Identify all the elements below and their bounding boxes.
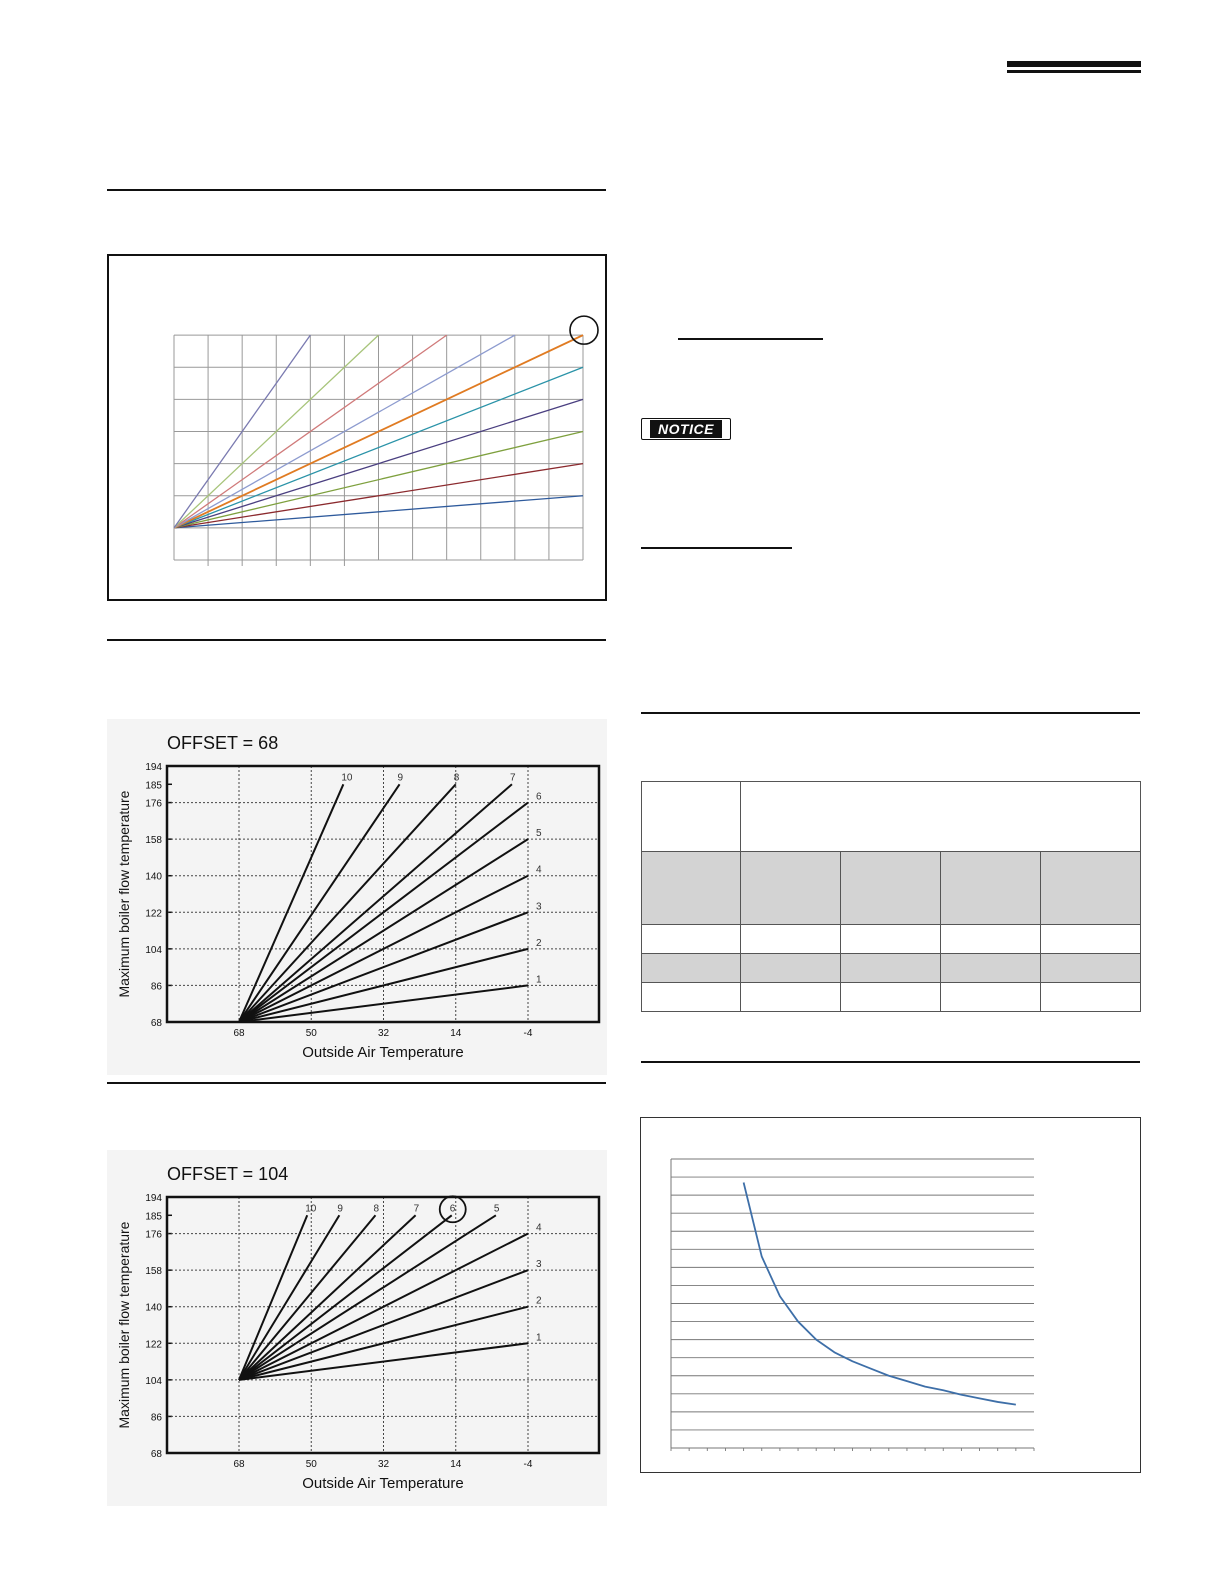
curve-label: 9 (397, 772, 404, 784)
table-cell (741, 925, 841, 954)
table-row (642, 954, 1141, 983)
curve-label: 10 (341, 772, 353, 784)
curve-line-8 (239, 1215, 375, 1380)
y-tick-label: 158 (145, 835, 162, 847)
table-row (642, 925, 1141, 954)
curve-label: 10 (305, 1203, 317, 1215)
y-tick-label: 68 (150, 1449, 162, 1460)
x-tick-label: 14 (450, 1459, 462, 1470)
underline-link-2 (641, 547, 792, 549)
x-tick-label: -4 (523, 1028, 533, 1039)
curve-line-7 (239, 1215, 416, 1380)
x-tick-label: 32 (377, 1459, 390, 1470)
heating-curves-figure (107, 254, 607, 601)
curve-label: 9 (337, 1203, 343, 1215)
table-cell (642, 925, 741, 954)
table-cell (642, 954, 741, 983)
curve-line-3 (239, 912, 528, 1022)
x-tick-label: 68 (233, 1459, 245, 1470)
x-tick-label: -4 (523, 1459, 533, 1470)
x-tick-label: 50 (305, 1459, 317, 1470)
highlight-circle (570, 316, 598, 344)
table-row (642, 782, 1141, 852)
offset-104-figure (107, 1150, 607, 1506)
offset-68-figure (107, 719, 607, 1075)
table-cell (741, 983, 841, 1012)
table-cell (941, 925, 1041, 954)
y-tick-label: 194 (145, 762, 162, 773)
x-tick-label: 32 (377, 1028, 390, 1039)
y-tick-label: 140 (145, 1302, 162, 1314)
table-row (642, 852, 1141, 925)
y-tick-label: 104 (145, 1375, 162, 1387)
curve-label: 1 (536, 974, 542, 986)
section-rule-offset-68 (107, 639, 606, 641)
y-tick-label: 185 (145, 1211, 162, 1223)
y-tick-label: 86 (150, 981, 162, 993)
table-cell (941, 954, 1041, 983)
table-cell (642, 782, 741, 852)
section-rule-curve-graph (641, 1061, 1140, 1063)
x-tick-label: 68 (233, 1028, 245, 1039)
table-row (642, 983, 1141, 1012)
table-cell (941, 983, 1041, 1012)
y-tick-label: 176 (145, 798, 162, 810)
table-cell (841, 954, 941, 983)
chart-title: OFFSET = 68 (167, 733, 279, 753)
x-tick-label: 14 (450, 1028, 462, 1039)
notice-badge (641, 418, 731, 440)
curve-label: 5 (493, 1203, 500, 1215)
curve-label: 1 (536, 1332, 542, 1344)
heating-curves-chart (109, 256, 605, 599)
curve-label: 5 (536, 828, 542, 840)
table-cell (1041, 983, 1141, 1012)
y-tick-label: 68 (150, 1018, 162, 1029)
curve-line (744, 1182, 1016, 1404)
curve-label: 3 (536, 1259, 542, 1271)
table-cell (841, 852, 941, 925)
y-tick-label: 122 (145, 1339, 162, 1351)
chart-title: OFFSET = 104 (167, 1164, 289, 1184)
offset-104-chart (107, 1150, 607, 1506)
curve-label: 4 (536, 864, 542, 876)
header-rule-thin (1007, 70, 1141, 73)
table-cell (642, 852, 741, 925)
curve-label: 7 (413, 1203, 420, 1215)
y-axis-label: Maximum boiler flow temperature (116, 790, 132, 998)
curve-label: 8 (373, 1203, 380, 1215)
y-tick-label: 185 (145, 780, 162, 792)
table-cell (841, 925, 941, 954)
curve-label: 7 (509, 772, 516, 784)
notice-label: NOTICE (650, 420, 722, 438)
curve-line-8 (239, 784, 456, 1022)
curve-label: 8 (453, 772, 460, 784)
curve-graph-chart (641, 1118, 1139, 1471)
curve-label: 2 (536, 1295, 542, 1307)
y-tick-label: 122 (145, 908, 162, 920)
curve-graph-figure (640, 1117, 1141, 1473)
table-cell (642, 983, 741, 1012)
curve-line-6 (239, 1215, 452, 1380)
y-tick-label: 140 (145, 871, 162, 883)
section-rule-offset-104 (107, 1082, 606, 1084)
curve-line-10 (239, 1215, 307, 1380)
offset-68-chart (107, 719, 607, 1075)
x-axis-label: Outside Air Temperature (302, 1475, 464, 1492)
section-rule-table (641, 712, 1140, 714)
curve-label: 3 (536, 901, 542, 913)
curve-label: 6 (536, 791, 542, 803)
y-axis-label: Maximum boiler flow temperature (116, 1221, 132, 1429)
section-rule-curves (107, 189, 606, 191)
table-cell (741, 852, 841, 925)
y-tick-label: 104 (145, 944, 162, 956)
curve-label: 6 (449, 1203, 456, 1215)
curve-label: 2 (536, 937, 542, 949)
table-cell (1041, 954, 1141, 983)
table-cell (841, 983, 941, 1012)
underline-link-1 (678, 338, 823, 340)
settings-table (641, 781, 1141, 1012)
y-tick-label: 194 (145, 1193, 162, 1204)
y-tick-label: 158 (145, 1266, 162, 1278)
header-rule-thick (1007, 61, 1141, 67)
table-cell (1041, 852, 1141, 925)
curve-label: 4 (536, 1222, 542, 1234)
table-cell (741, 782, 1141, 852)
x-axis-label: Outside Air Temperature (302, 1044, 464, 1061)
table-cell (941, 852, 1041, 925)
curve-line-10 (239, 784, 343, 1022)
y-tick-label: 176 (145, 1229, 162, 1241)
table-cell (1041, 925, 1141, 954)
x-tick-label: 50 (305, 1028, 317, 1039)
table-cell (741, 954, 841, 983)
y-tick-label: 86 (150, 1412, 162, 1424)
